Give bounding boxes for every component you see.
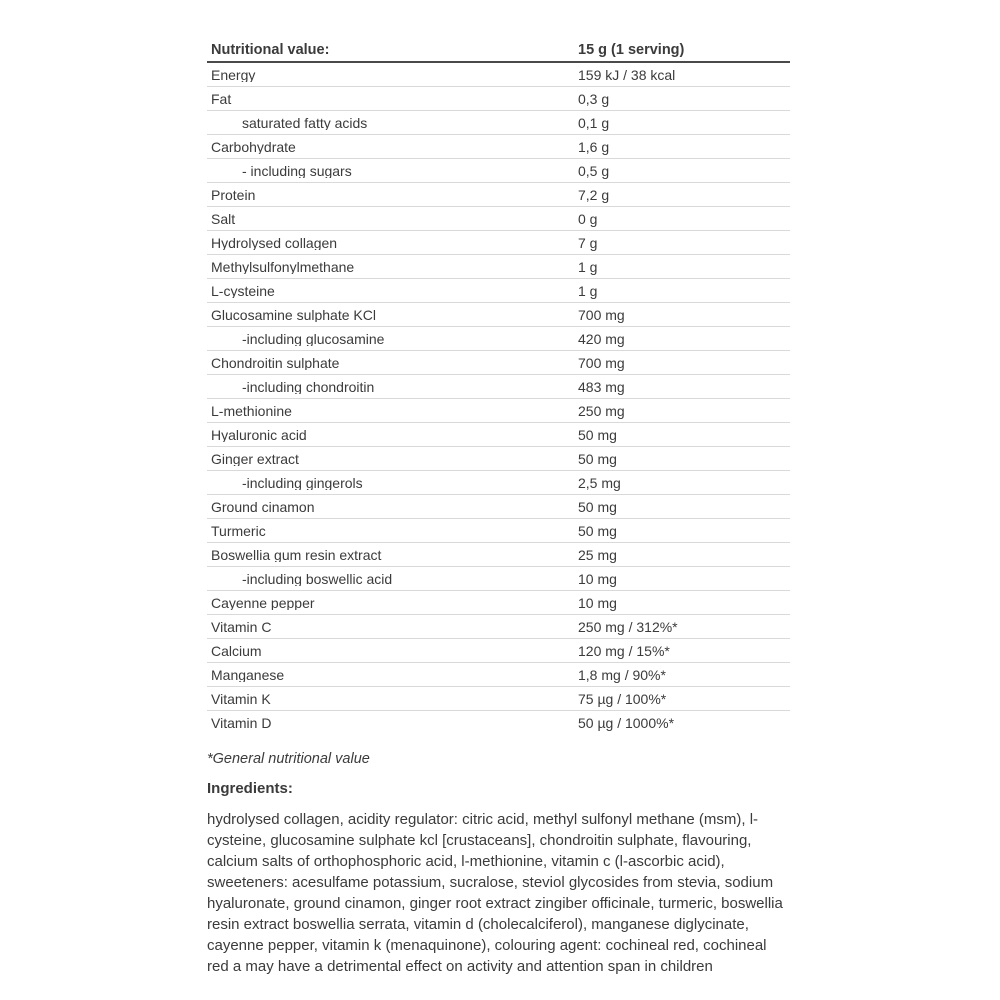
table-row — [207, 471, 790, 495]
row-label: Carbohydrate — [211, 139, 296, 154]
table-row — [207, 207, 790, 231]
table-header-label: Nutritional value: — [211, 43, 330, 58]
nutrition-table-body — [207, 63, 790, 734]
row-label: - including sugars — [242, 163, 352, 178]
table-header-serving: 15 g (1 serving) — [578, 42, 685, 59]
row-value: 250 mg — [578, 402, 625, 419]
row-label: Chondroitin sulphate — [211, 355, 340, 370]
row-value: 75 µg / 100%* — [578, 690, 667, 707]
table-row — [207, 447, 790, 471]
row-value: 10 mg — [578, 570, 617, 587]
row-label: Hyaluronic acid — [211, 427, 307, 442]
row-value: 0,3 g — [578, 90, 610, 107]
row-value: 1 g — [578, 282, 598, 299]
table-row — [207, 495, 790, 519]
row-value: 50 mg — [578, 522, 617, 539]
table-row — [207, 591, 790, 615]
table-row — [207, 87, 790, 111]
table-row — [207, 255, 790, 279]
table-row — [207, 183, 790, 207]
row-value: 10 mg — [578, 594, 617, 611]
row-value: 700 mg — [578, 306, 625, 323]
row-label: Cayenne pepper — [211, 595, 315, 610]
row-value: 50 mg — [578, 426, 617, 443]
row-label: saturated fatty acids — [242, 115, 368, 130]
row-value: 1 g — [578, 258, 598, 275]
table-row — [207, 567, 790, 591]
table-row — [207, 543, 790, 567]
row-value: 483 mg — [578, 378, 625, 395]
row-value: 0 g — [578, 210, 598, 227]
nutrition-table-header — [207, 40, 790, 63]
row-value: 1,8 mg / 90%* — [578, 666, 666, 683]
row-value: 25 mg — [578, 546, 617, 563]
ingredients-heading: Ingredients: — [207, 780, 293, 797]
table-row — [207, 375, 790, 399]
row-value: 159 kJ / 38 kcal — [578, 66, 676, 83]
table-row — [207, 687, 790, 711]
row-label: Energy — [211, 67, 256, 82]
row-label: -including gingerols — [242, 475, 363, 490]
row-label: L-cysteine — [211, 283, 275, 298]
row-value: 7,2 g — [578, 186, 610, 203]
table-row — [207, 231, 790, 255]
table-row — [207, 519, 790, 543]
table-row — [207, 135, 790, 159]
row-value: 1,6 g — [578, 138, 610, 155]
table-row — [207, 399, 790, 423]
table-row — [207, 351, 790, 375]
row-label: Hydrolysed collagen — [211, 235, 338, 250]
row-label: Glucosamine sulphate KCl — [211, 307, 376, 322]
ingredients-text: hydrolysed collagen, acidity regulator: citric acid, methyl sulfonyl methane (msm), l-cysteine, glucosamine sulphate kcl [crustaceans], chondroitin sulphate, flavouring, calcium salts of orthophosphoric acid, l-methionine, vitamin c (l-ascorbic acid), sweeteners: acesulfame potassium, sucralose, steviol glycosides from stevia, sodium hyaluronate, ground cinamon, ginger root extract zingiber officinale, turmeric, boswellia resin extract boswellia serrata, vitamin d (cholecalciferol), manganese diglycinate, cayenne pepper, vitamin k (menaquinone), colouring agent: cochineal red, cochineal red a may have a detrimental effect on activity and attention span in children — [207, 811, 783, 975]
row-label: Turmeric — [211, 523, 266, 538]
row-value: 250 mg / 312%* — [578, 618, 678, 635]
table-row — [207, 615, 790, 639]
table-row — [207, 639, 790, 663]
row-value: 7 g — [578, 234, 598, 251]
table-row — [207, 63, 790, 87]
row-label: Salt — [211, 211, 236, 226]
row-value: 50 µg / 1000%* — [578, 714, 675, 731]
row-value: 420 mg — [578, 330, 625, 347]
row-label: Ground cinamon — [211, 499, 315, 514]
table-row — [207, 663, 790, 687]
table-row — [207, 303, 790, 327]
row-value: 50 mg — [578, 450, 617, 467]
row-value: 50 mg — [578, 498, 617, 515]
row-value: 2,5 mg — [578, 474, 621, 491]
row-label: Vitamin D — [211, 715, 272, 730]
table-row — [207, 279, 790, 303]
row-label: Vitamin C — [211, 619, 272, 634]
table-row — [207, 327, 790, 351]
nutrition-panel — [207, 40, 790, 977]
row-value: 0,5 g — [578, 162, 610, 179]
nutrition-table — [207, 40, 790, 734]
table-row — [207, 711, 790, 734]
row-value: 120 mg / 15%* — [578, 642, 670, 659]
row-label: Manganese — [211, 667, 285, 682]
row-label: -including chondroitin — [242, 379, 375, 394]
table-row — [207, 159, 790, 183]
row-label: Vitamin K — [211, 691, 271, 706]
row-label: -including boswellic acid — [242, 571, 393, 586]
row-label: Calcium — [211, 643, 262, 658]
table-row — [207, 423, 790, 447]
general-value-footnote: *General nutritional value — [207, 751, 370, 767]
table-row — [207, 111, 790, 135]
row-label: -including glucosamine — [242, 331, 385, 346]
row-label: Ginger extract — [211, 451, 299, 466]
row-label: Boswellia gum resin extract — [211, 547, 382, 562]
row-value: 700 mg — [578, 354, 625, 371]
row-label: Fat — [211, 91, 232, 106]
row-label: Protein — [211, 187, 256, 202]
row-label: L-methionine — [211, 403, 292, 418]
row-value: 0,1 g — [578, 114, 610, 131]
row-label: Methylsulfonylmethane — [211, 259, 355, 274]
